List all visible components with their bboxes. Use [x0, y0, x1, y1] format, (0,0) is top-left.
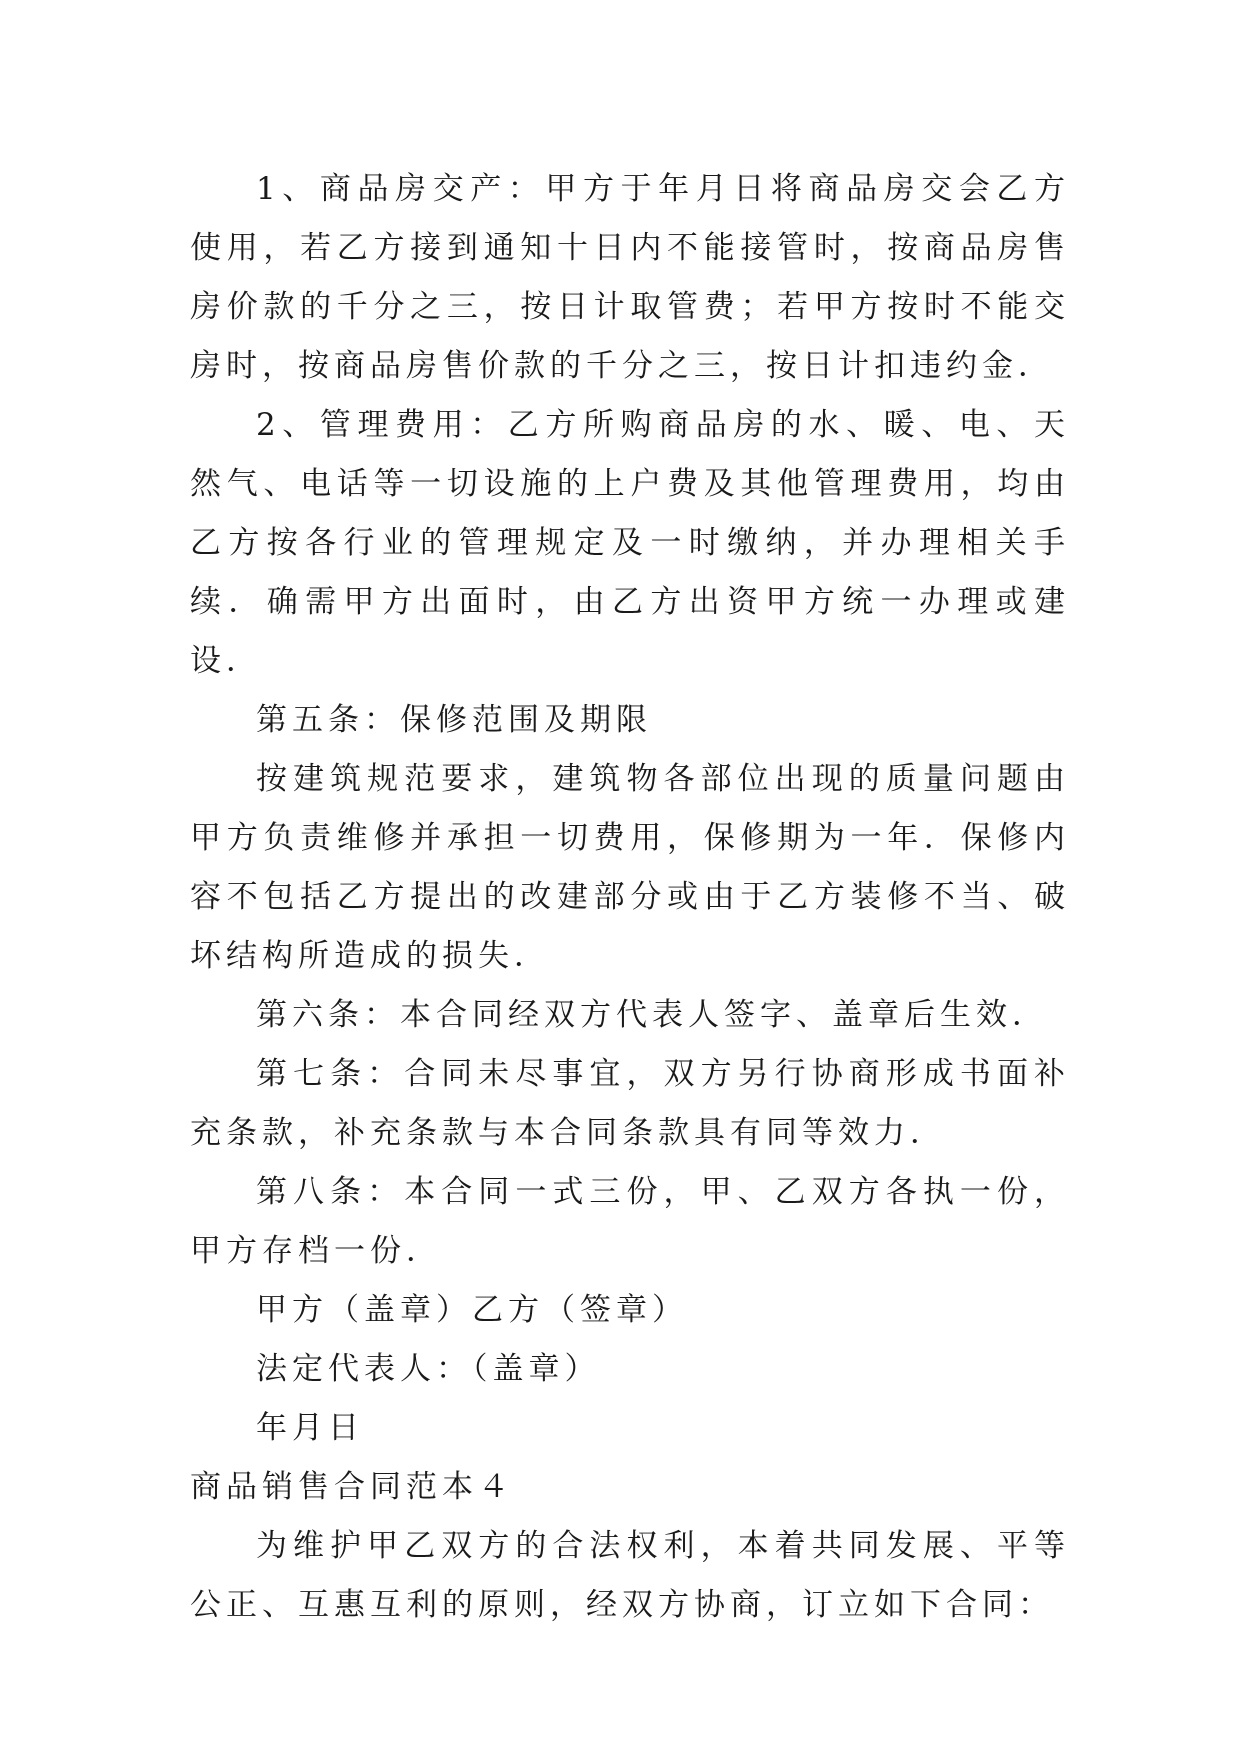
legal-representative-line: 法定代表人：（盖章）	[256, 1351, 601, 1387]
paragraph-warranty-clause: 按建筑规范要求，建筑物各部位出现的质量问题由甲方负责维修并承担一切费用，保修期为一年．保修内容不包括乙方提出的改建部分或由于乙方装修不当、破坏结构所造成的损失．	[190, 761, 1070, 974]
paragraph-delivery-clause: 1、商品房交产：甲方于年月日将商品房交会乙方使用，若乙方接到通知十日内不能接管时，按商品房售房价款的千分之三，按日计取管费；若甲方按时不能交房时，按商品房售价款的千分之三，按日计扣违约金．	[190, 171, 1070, 384]
section-title: 商品销售合同范本４	[190, 1469, 514, 1505]
preamble-paragraph: 为维护甲乙双方的合法权利，本着共同发展、平等公正、互惠互利的原则，经双方协商，订立如下合同：	[190, 1528, 1070, 1623]
article-7: 第七条：合同未尽事宜，双方另行协商形成书面补充条款，补充条款与本合同条款具有同等效力．	[190, 1056, 1070, 1151]
document-page	[190, 160, 1070, 1635]
date-line: 年月日	[256, 1410, 364, 1446]
article-8: 第八条：本合同一式三份，甲、乙双方各执一份，甲方存档一份．	[190, 1174, 1070, 1269]
article-6: 第六条：本合同经双方代表人签字、盖章后生效．	[256, 997, 1048, 1033]
article-5-heading: 第五条：保修范围及期限	[256, 702, 652, 738]
paragraph-management-fee-clause: 2、管理费用：乙方所购商品房的水、暖、电、天然气、电话等一切设施的上户费及其他管理费用，均由乙方按各行业的管理规定及一时缴纳，并办理相关手续．确需甲方出面时，由乙方出资甲方统一办理或建设．	[190, 407, 1070, 679]
signature-party-line: 甲方（盖章）乙方（签章）	[256, 1292, 688, 1328]
